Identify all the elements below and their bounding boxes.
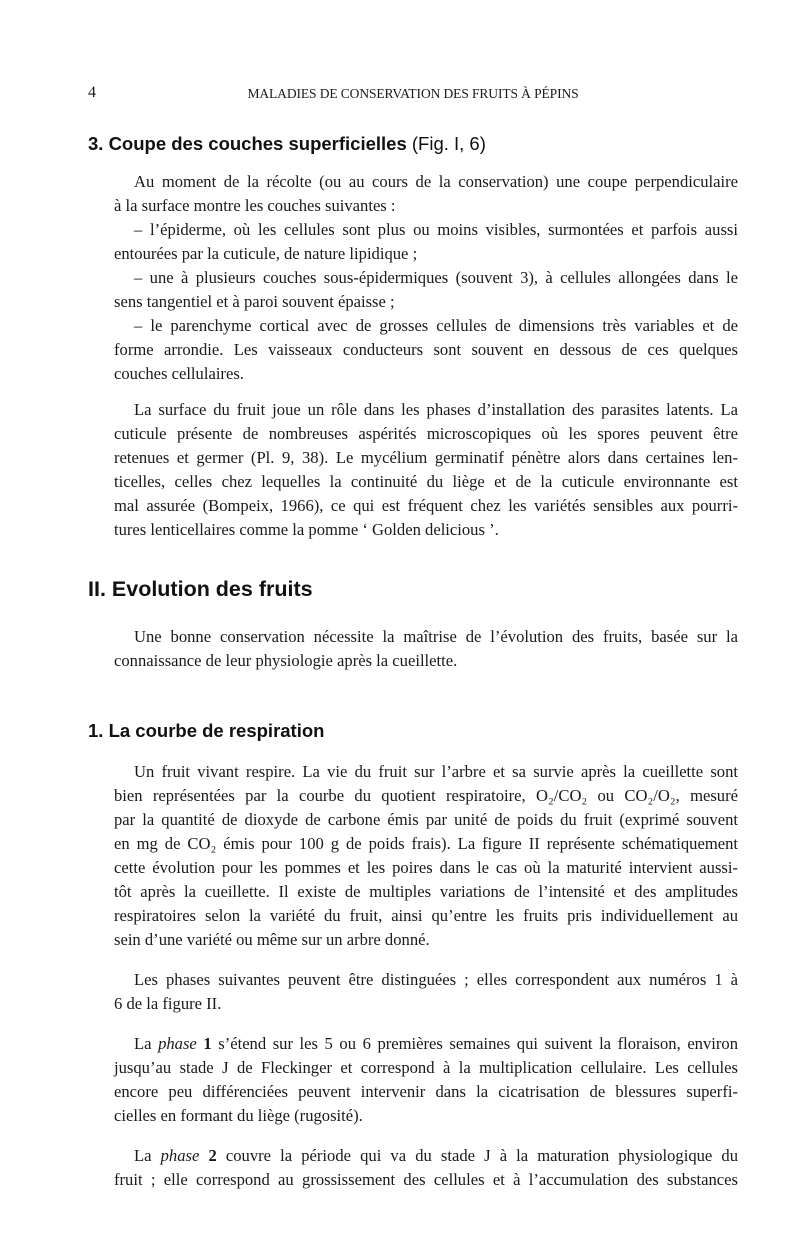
text-line: mal assurée (Bompeix, 1966), ce qui est fréquent chez les variétés sensibles aux pourri- (114, 496, 738, 515)
text-line: – une à plusieurs couches sous-épidermiques (souvent 3), à cellules allongées dans le (134, 268, 738, 287)
text-line: tôt après la cueillette. Il existe de multiples variations de l’intensité et des amplitudes (114, 882, 738, 901)
text-line: bien représentées par la courbe du quotient respiratoire, O₂/CO₂ ou CO₂/O₂, mesuré (114, 786, 738, 805)
text-line: connaissance de leur physiologie après la cueillette. (114, 651, 458, 670)
text-line: à la surface montre les couches suivantes : (114, 196, 396, 215)
text-line: fruit ; elle correspond au grossissement des cellules et à l’accumulation des substances (114, 1170, 738, 1189)
text-segment: La (134, 1034, 159, 1053)
paragraph (114, 218, 738, 266)
text-line: 6 de la figure II. (114, 994, 222, 1013)
section-heading-3 (88, 133, 486, 155)
paragraph (114, 1144, 738, 1192)
paragraph (114, 314, 738, 386)
page-number: 4 (88, 84, 96, 101)
text-line: par la quantité de dioxyde de carbone émis par unité de poids du fruit (exprimé souvent (114, 810, 738, 829)
section-heading-II: II. Evolution des fruits (88, 577, 313, 601)
text-line: Un fruit vivant respire. La vie du fruit sur l’arbre et sa survie après la cueillette sont (134, 762, 738, 781)
text-line: – l’épiderme, où les cellules sont plus ou moins visibles, surmontées et parfois aussi (134, 220, 738, 239)
text-segment: s’étend sur les 5 ou 6 premières semaines qui suivent la floraison, environ (211, 1034, 739, 1053)
text-line: La surface du fruit joue un rôle dans les phases d’installation des parasites latents. La (134, 400, 738, 419)
paragraph (114, 760, 738, 952)
italic-term: phase (158, 1034, 197, 1053)
running-header (88, 84, 738, 106)
text-line: cuticule présente de nombreuses aspérités microscopiques où les spores peuvent être (114, 424, 738, 443)
text-line (114, 1032, 738, 1056)
paragraph (114, 1032, 738, 1128)
text-line: Au moment de la récolte (ou au cours de la conservation) une coupe perpendiculaire (134, 172, 738, 191)
text-line: cette évolution pour les pommes et les poires dans le cas où la maturité intervient aussi- (114, 858, 738, 877)
text-line: respiratoires selon la variété du fruit, ainsi qu’entre les fruits pris individuellement au (114, 906, 738, 925)
paragraph (114, 398, 738, 542)
text-line: encore peu différenciées peuvent intervenir dans la cicatrisation de blessures superfi- (114, 1082, 738, 1101)
text-line: forme arrondie. Les vaisseaux conducteurs sont souvent en dessous de ces quelques (114, 340, 738, 359)
text-line: tures lenticellaires comme la pomme ‘ Golden delicious ’. (114, 520, 499, 539)
text-line: retenues et germer (Pl. 9, 38). Le mycélium germinatif pénètre alors dans certaines len- (114, 448, 738, 467)
text-line (114, 1144, 738, 1168)
italic-term: phase (160, 1146, 200, 1165)
text-line: jusqu’au stade J de Fleckinger et correspond à la multiplication cellulaire. Les cellules (114, 1058, 738, 1077)
paragraph (114, 266, 738, 314)
text-segment: La (134, 1146, 161, 1165)
paragraph (114, 968, 738, 1016)
section-heading-II-1: 1. La courbe de respiration (88, 720, 325, 741)
paragraph (114, 170, 738, 218)
text-line: sein d’une variété ou même sur un arbre donné. (114, 930, 430, 949)
text-line: cielles en formant du liège (rugosité). (114, 1106, 363, 1125)
paragraph (114, 625, 738, 673)
running-title: MALADIES DE CONSERVATION DES FRUITS À PÉPINS (247, 86, 579, 101)
text-line: Une bonne conservation nécessite la maîtrise de l’évolution des fruits, basée sur la (134, 627, 738, 646)
text-line: couches cellulaires. (114, 364, 244, 383)
figure-reference: (Fig. I, 6) (406, 133, 486, 154)
text-line: Les phases suivantes peuvent être distinguées ; elles correspondent aux numéros 1 à (134, 970, 738, 989)
text-line: ticelles, celles chez lequelles la continuité du liège et de la cuticule environnante est (114, 472, 738, 491)
text-line: sens tangentiel et à paroi souvent épaisse ; (114, 292, 395, 311)
text-line: en mg de CO₂ émis pour 100 g de poids frais). La figure II représente schématiquement (114, 834, 738, 853)
heading-text: 3. Coupe des couches superficielles (88, 133, 407, 154)
text-line: – le parenchyme cortical avec de grosses cellules de dimensions très variables et de (134, 316, 738, 335)
phase-number: 1 (203, 1034, 212, 1053)
phase-number: 2 (208, 1146, 217, 1165)
text-line: entourées par la cuticule, de nature lipidique ; (114, 244, 418, 263)
text-segment: couvre la période qui va du stade J à la maturation physiologique du (216, 1146, 739, 1165)
